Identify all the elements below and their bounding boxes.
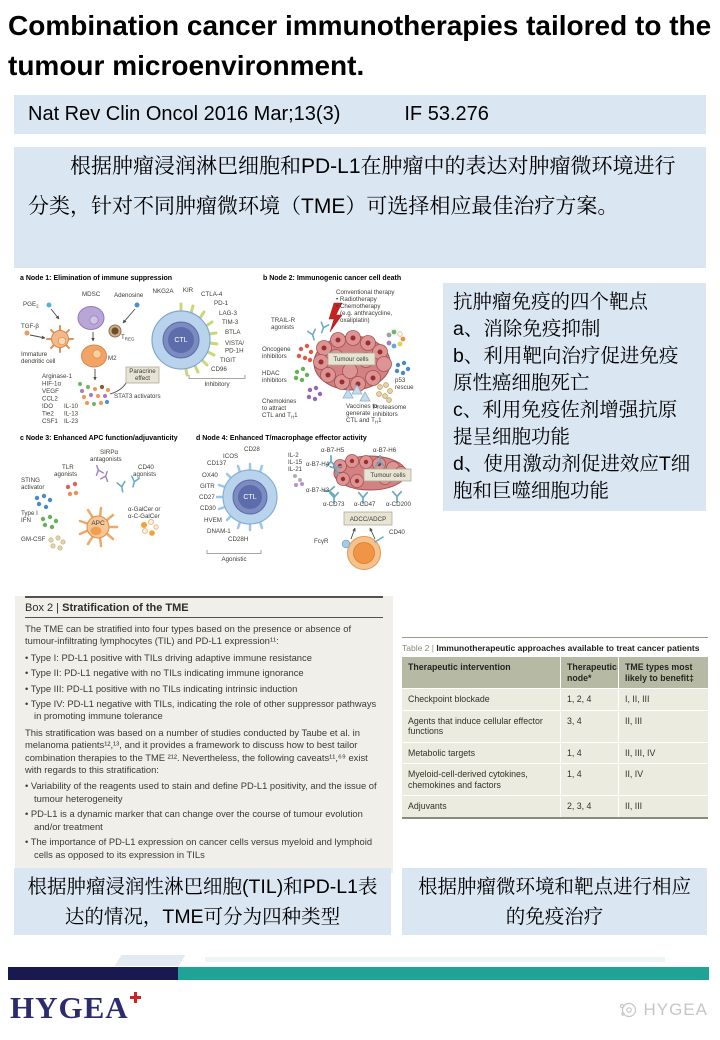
figure-label: DNAM-1 <box>207 528 231 535</box>
figure-label: NKG2A <box>152 288 174 295</box>
figure-label: inhibitors <box>373 411 398 418</box>
il-dots <box>293 474 304 487</box>
figure-label: agonists <box>271 324 295 331</box>
figure-label: SIRPα <box>100 449 119 456</box>
cytokine-dots-cluster <box>78 382 110 406</box>
figure-label: α-CD200 <box>386 501 411 508</box>
box2-middle: This stratification was based on a number of studies conducted by Taube et al. in melanoma patients¹²,¹³, and it provides a framework to discuss how to best tailor combination therapies to the TME ²¹². Nevertheless, the following caveats¹¹,⁶⁹ exist with regards to this stratification: <box>25 726 368 776</box>
box2-label: Box 2 | <box>25 602 60 614</box>
figure-label: Arginase-1 <box>42 373 72 380</box>
figure-label: Inhibitory <box>204 381 230 388</box>
table-cell: Metabolic targets <box>402 743 560 764</box>
macrophage-cell-icon <box>342 537 383 570</box>
figure-label: LAG-3 <box>219 310 237 317</box>
list-item: • The importance of PD-L1 expression on cancer cells versus myeloid and lymphoid cells as opposed to its expression in TILs <box>25 836 383 861</box>
intro-text: 根据肿瘤浸润淋巴细胞和PD-L1在肿瘤中的表达对肿瘤微环境进行分类，针对不同肿瘤微环境（TME）可选择相应最佳治疗方案。 <box>28 155 676 218</box>
figure-label: Proteasome <box>373 404 407 411</box>
figure-label: M2 <box>108 355 117 362</box>
table-cell: 2, 3, 4 <box>561 796 618 817</box>
oncogene-inhibitor-dots <box>297 344 313 362</box>
figure-label: α-CD73 <box>323 501 345 508</box>
box2-intro: The TME can be stratified into four types based on the presence or absence of tumour-infiltrating lymphocytes (TIL) and PD-L1 expression¹¹: <box>25 623 352 647</box>
figure-label: PD-1 <box>214 300 229 307</box>
targets-box <box>443 283 706 511</box>
figure-label: • Chemotherapy <box>336 303 381 310</box>
galcer-dots <box>141 520 158 536</box>
targets-line: 抗肿瘤免疫的四个靶点 <box>453 291 649 313</box>
figure-label: IL-23 <box>64 418 79 425</box>
figure-label: IL-2 <box>288 452 299 459</box>
figure-label: α-B7-H3 <box>306 487 330 494</box>
figure-label: ADCC/ADCP <box>349 516 387 523</box>
table-cell: 1, 4 <box>561 764 618 795</box>
table-2-title: Table 2 | Immunotherapeutic approaches available to treat cancer patients <box>402 643 700 653</box>
table-cell: Checkpoint blockade <box>402 689 560 710</box>
figure-label: effect <box>134 375 151 382</box>
figure-label: generate <box>346 410 371 417</box>
figure-label: CTLA-4 <box>201 291 223 298</box>
table-cell: II, III <box>619 711 708 742</box>
box2-caveat-list <box>25 780 383 860</box>
watermark-text: HYGEA <box>643 1000 708 1019</box>
figure-label: OX40 <box>202 472 218 479</box>
figure-label: α-B7-H5 <box>321 447 345 454</box>
footer-streak <box>115 955 186 966</box>
footer-streak <box>205 957 665 962</box>
table-cell: 3, 4 <box>561 711 618 742</box>
figure-label: c Node 3: Enhanced APC function/adjuvanticity <box>20 435 178 442</box>
figure-label: TIGIT <box>220 357 236 364</box>
figure-label: α-C-GalCer <box>128 513 160 520</box>
table-cell: I, II, III <box>619 689 708 710</box>
watermark <box>618 1000 708 1020</box>
list-item: • Type IV: PD-L1 negative with TILs, indicating the role of other suppressor pathways in promoting immune tolerance <box>25 698 383 723</box>
chemokine-dots <box>307 386 322 401</box>
column-header: Therapeutic node* <box>561 657 618 688</box>
targets-line: c、利用免疫佐剂增强抗原提呈细胞功能 <box>453 399 678 448</box>
figure-label: CD27 <box>199 494 215 501</box>
figure-label: IFN <box>21 517 31 524</box>
type1-ifn-dots <box>41 515 58 529</box>
impact-factor: IF 53.276 <box>404 103 489 125</box>
caption-left: 根据肿瘤浸润性淋巴细胞(TIL)和PD-L1表达的情况，TME可分为四种类型 <box>14 868 391 935</box>
figure-label: α-CD47 <box>354 501 376 508</box>
figure-label: dendritic cell <box>21 358 56 365</box>
footer-bar-navy <box>8 967 178 980</box>
figure-label: CCL2 <box>42 395 58 403</box>
citation: Nat Rev Clin Oncol 2016 Mar;13(3) <box>28 103 341 125</box>
figure-label: oxaliplatin) <box>340 317 370 324</box>
figure-label: Type I <box>21 510 38 517</box>
figure-label: Tie2 <box>42 410 54 418</box>
hdac-inhibitor-dots <box>294 367 309 382</box>
figure-label: BTLA <box>225 329 241 336</box>
figure-label: inhibitors <box>262 353 287 360</box>
figure-label: MDSC <box>82 291 101 298</box>
box2-stratification <box>15 596 393 873</box>
figure-label: CD40 <box>138 464 154 471</box>
list-item: • Type I: PD-L1 positive with TILs driving adaptive immune resistance <box>25 652 383 664</box>
table-cell: II, III, IV <box>619 743 708 764</box>
apc-cell-icon <box>80 508 117 546</box>
targets-line: a、消除免疫抑制 <box>453 318 601 340</box>
figure-label: $PGE_2$ <box>23 301 39 309</box>
figure-label: TGF-β <box>21 323 39 330</box>
figure-label: α-B7-H6 <box>373 447 397 454</box>
tlr-agonist-dots <box>66 482 78 496</box>
figure-label: CTL and $T_H1$ <box>262 412 298 420</box>
figure-label: Oncogene <box>262 346 291 353</box>
p53-rescue-dots <box>395 361 410 375</box>
figure-label: VISTA/ <box>225 340 245 347</box>
caption-right: 根据肿瘤微环境和靶点进行相应的免疫治疗 <box>402 868 707 935</box>
figure-label: CD96 <box>211 366 227 373</box>
figure-label: α-B7-H4 <box>306 461 330 468</box>
figure-label: APC <box>91 520 105 527</box>
list-item: • Type II: PD-L1 negative with no TILs indicating immune ignorance <box>25 667 383 679</box>
figure-label: CD40 <box>389 529 405 536</box>
figure-label: α-GalCer or <box>128 506 161 513</box>
figure-label: FcγR <box>314 538 329 545</box>
figure-label: PD-1H <box>225 347 244 355</box>
figure-label: CD28 <box>244 446 260 453</box>
table-cell: Adjuvants <box>402 796 560 817</box>
list-item: • PD-L1 is a dynamic marker that can change over the course of tumour evolution and/or treatment <box>25 808 383 833</box>
list-item: • Variability of the reagents used to stain and define PD-L1 positivity, and the issue of tumour heterogeneity <box>25 780 383 805</box>
figure-label: rescue <box>395 384 414 391</box>
antigen-ring-dots <box>387 330 406 349</box>
adenosine-molecule <box>135 303 140 308</box>
figure-label: inhibitors <box>262 377 287 384</box>
figure-label: CTL <box>174 337 188 344</box>
figure-label: IL-13 <box>64 410 79 418</box>
figure-label: GM-CSF <box>21 536 46 543</box>
reference-bar <box>14 95 706 134</box>
figure-label: IDO <box>42 403 54 410</box>
figure-label: CTL and $T_H1$ <box>346 417 382 425</box>
pge2-molecule <box>47 303 52 308</box>
proteasome-inhibitor-dots <box>377 383 393 403</box>
figure-label: HIF-1α <box>42 380 62 388</box>
fcgr-receptor <box>342 540 350 548</box>
sting-activator-dots <box>35 494 52 509</box>
red-cross-icon <box>130 992 141 1003</box>
m2-cell-icon <box>82 345 107 367</box>
figure-label: a Node 1: Elimination of immune suppression <box>20 275 173 282</box>
table-cell: II, IV <box>619 764 708 795</box>
box2-title: Box 2 | Stratification of the TME <box>25 596 383 618</box>
figure-label: to attract <box>262 405 287 412</box>
figure-label: CD30 <box>200 505 216 512</box>
table-2 <box>402 637 708 819</box>
figure-label: HDAC <box>262 370 280 377</box>
figure-label: (e.g. anthracycline, <box>340 310 393 317</box>
intro-box <box>14 147 706 268</box>
gmcsf-dots <box>49 536 65 550</box>
figure-label: CSF1 <box>42 418 58 425</box>
figure-label: GITR <box>200 483 215 490</box>
figure-label: Tumour cells <box>370 472 406 479</box>
page-title: Combination cancer immunotherapies tailored to the tumour microenvironment. <box>8 10 712 81</box>
figure-label: Paracrine <box>129 368 156 375</box>
figure-label: VEGF <box>42 388 59 395</box>
box2-type-list <box>25 652 383 723</box>
hygea-logo <box>10 990 141 1026</box>
figure-label: b Node 2: Immunogenic cancer cell death <box>263 275 402 282</box>
figure-svg <box>18 272 444 586</box>
figure-label: Immature <box>21 351 48 358</box>
table-cell: II, III <box>619 796 708 817</box>
figure-label: HVEM <box>204 517 222 524</box>
figure-label: KIR <box>182 287 194 294</box>
table-cell: Agents that induce cellular effector functions <box>402 711 560 742</box>
figure-label: Tumour cells <box>333 356 369 363</box>
footer-bar-teal <box>178 967 709 980</box>
figure-label: antagonists <box>90 456 122 463</box>
figure-label: CD28H <box>228 536 249 543</box>
figure-label: activator <box>21 484 45 491</box>
figure-label: IL-15 <box>288 459 303 466</box>
figure-label: IL-10 <box>64 403 79 410</box>
figure-label: STING <box>21 477 40 484</box>
figure-label: agonists <box>133 471 157 478</box>
mdsc-cell-icon <box>78 307 104 330</box>
immature-dendritic-cell-icon <box>47 326 73 352</box>
column-header: Therapeutic intervention <box>402 657 560 688</box>
figure-label: Agonistic <box>221 556 247 563</box>
hygea-logo-text: HYGEA <box>10 990 129 1025</box>
figure-label: IL-21 <box>288 466 303 473</box>
figure-label: STAT3 activators <box>114 393 161 400</box>
figure-label: agonists <box>54 471 78 478</box>
figure-label: Conventional therapy <box>336 289 395 296</box>
list-item: • Type III: PD-L1 positive with no TILs indicating intrinsic induction <box>25 683 383 695</box>
figure-label: TRAIL-R <box>271 317 296 324</box>
figure-label: Vaccines to <box>346 403 378 410</box>
table-cell: 1, 2, 4 <box>561 689 618 710</box>
targets-line: b、利用靶向治疗促进免疫原性癌细胞死亡 <box>453 345 679 394</box>
figure-label: CTL <box>243 494 257 501</box>
figure-label: d Node 4: Enhanced T/macrophage effector activity <box>196 435 367 442</box>
tme-figure <box>18 272 444 586</box>
figure-label: Chemokines <box>262 398 297 405</box>
figure-label: Adenosine <box>114 292 144 299</box>
tgfb-molecule <box>25 331 30 336</box>
figure-label: $T_{REG}$ <box>121 334 135 342</box>
table-cell: Myeloid-cell-derived cytokines, chemokines and factors <box>402 764 560 795</box>
figure-label: ICOS <box>223 453 239 460</box>
watermark-icon <box>618 1000 638 1020</box>
table-cell: 1, 4 <box>561 743 618 764</box>
figure-label: CD137 <box>207 460 227 467</box>
column-header: TME types most likely to benefit‡ <box>619 657 708 688</box>
figure-label: • Radiotherapy <box>336 296 377 303</box>
treg-cell-icon <box>109 325 121 337</box>
figure-label: TLR <box>62 464 74 471</box>
figure-label: p53 <box>395 377 406 384</box>
figure-label: TIM-3 <box>222 319 239 326</box>
targets-line: d、使用激动剂促进效应T细胞和巨噬细胞功能 <box>453 453 691 502</box>
